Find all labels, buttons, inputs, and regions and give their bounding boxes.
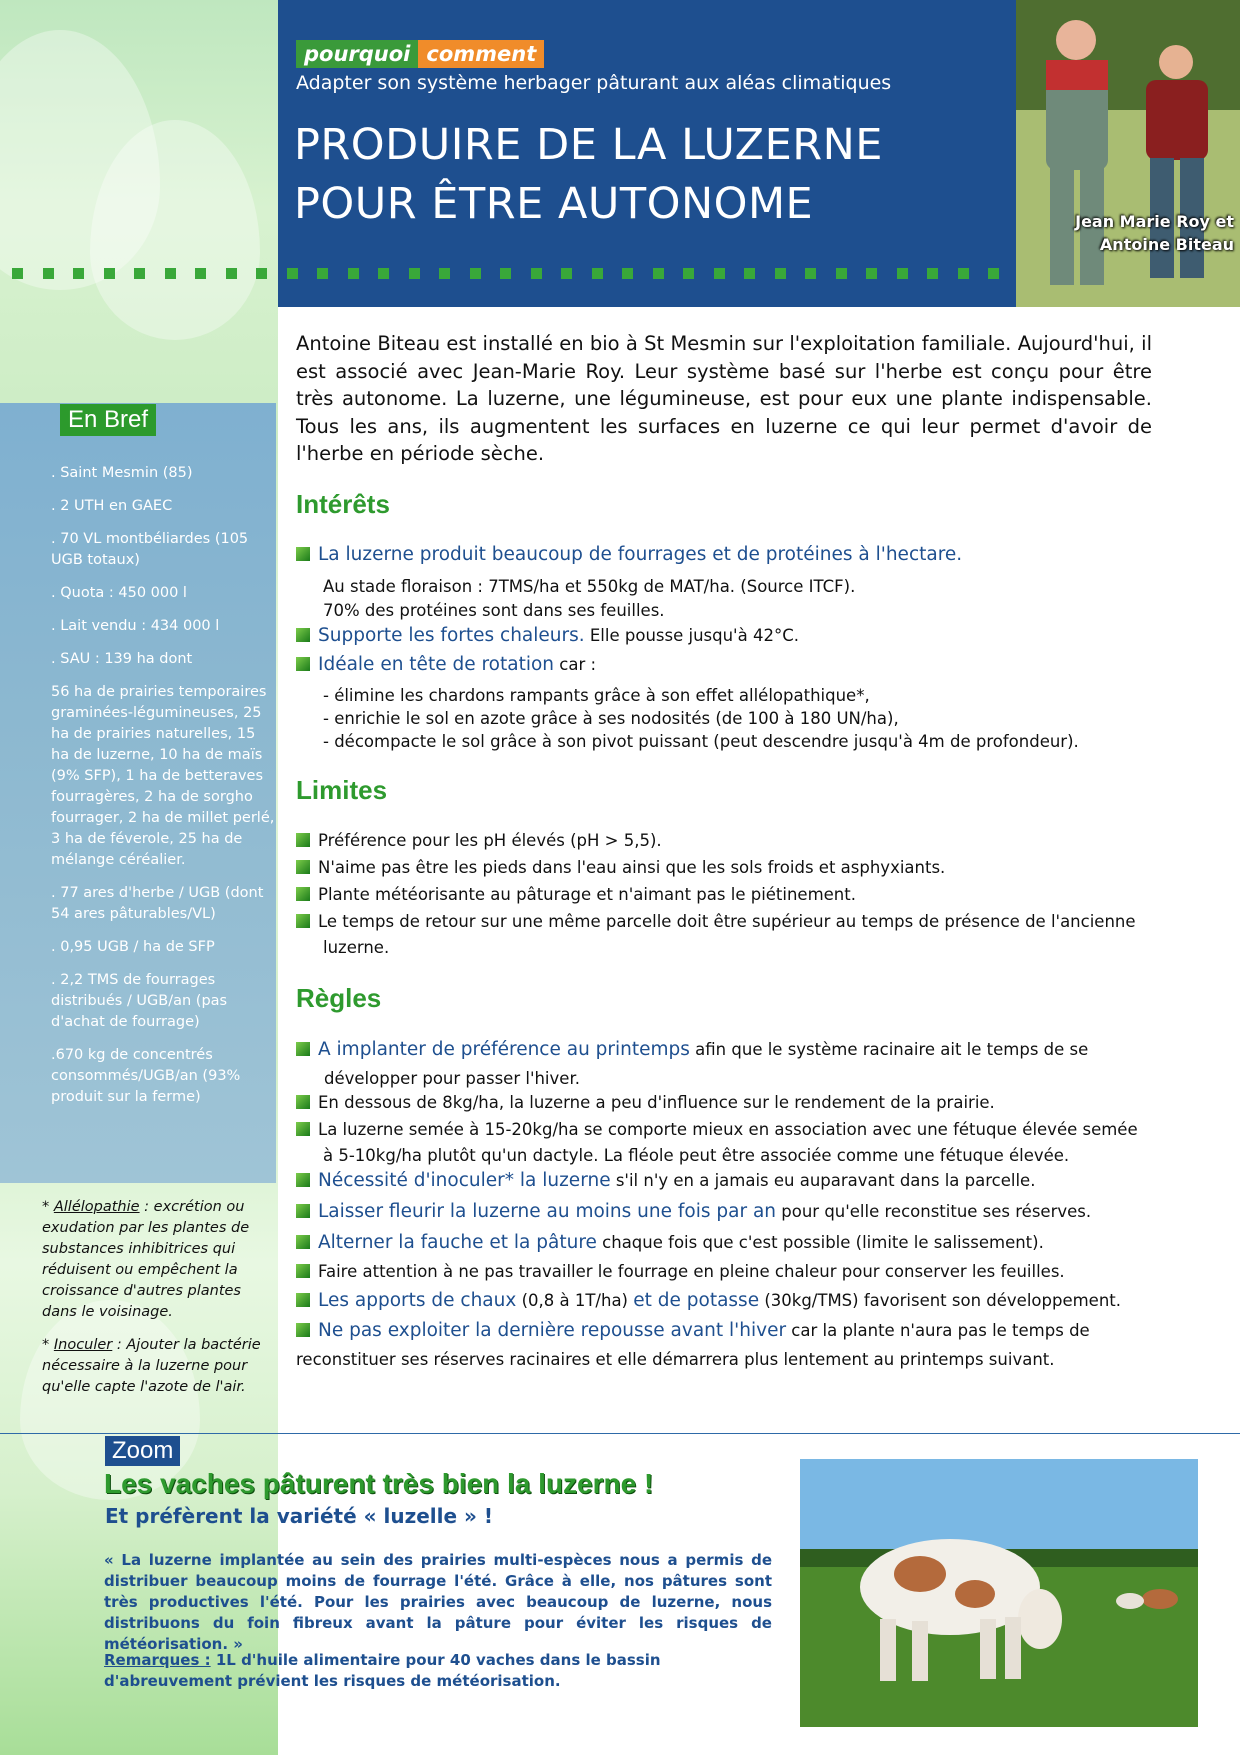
list-item-detail: - décompacte le sol grâce à son pivot puissant (peut descendre jusqu'à 4m de profondeur). [323,732,1079,751]
dotted-divider [0,268,1016,280]
divider-dot [104,268,115,279]
item-text: chaque fois que c'est possible (limite le salissement). [596,1233,1044,1252]
list-item-detail: - enrichie le sol en azote grâce à ses nodosités (de 100 à 180 UN/ha), [323,709,899,728]
divider-dot [592,268,603,279]
tag-comment: comment [418,40,544,68]
bullet-icon [296,1173,310,1187]
list-item [296,1038,1156,1062]
footnote-definition: : excrétion ou exudation par les plantes de substances inhibitrices qui réduisent ou empêchent la croissance d'autres plantes dans le voisinage. [42,1199,250,1320]
list-item-detail: Au stade floraison : 7TMS/ha et 550kg de MAT/ha. (Source ITCF). [323,577,856,596]
divider-dot [531,268,542,279]
en-bref-item: . SAU : 139 ha dont [51,651,193,667]
caption-line: Jean Marie Roy et [1075,212,1234,231]
divider-dot [958,268,969,279]
highlight-text: Nécessité d'inoculer* la luzerne [318,1170,611,1191]
footnote-inoculer: * Inoculer : Ajouter la bactérie nécessaire à la luzerne pour qu'elle capte l'azote de l'air. [42,1337,261,1395]
list-item [296,653,1156,677]
list-item [296,1200,1156,1224]
divider-dot [805,268,816,279]
item-text: La luzerne semée à 15-20kg/ha se comporte mieux en association avec une fétuque élevée semée [318,1120,1138,1139]
divider-dot [683,268,694,279]
list-item [296,1289,1156,1313]
divider-dot [317,268,328,279]
highlight-text: A implanter de préférence au printemps [318,1039,690,1060]
item-text: Préférence pour les pH élevés (pH > 5,5). [318,831,662,850]
bullet-icon [296,1122,310,1136]
list-item [296,1169,1156,1193]
photo-caption [1044,210,1234,256]
footnote-term: Inoculer [53,1337,113,1353]
bullet-icon [296,1264,310,1278]
bullet-icon [296,1293,310,1307]
divider-dot [714,268,725,279]
divider-dot [897,268,908,279]
caption-line: Antoine Biteau [1099,235,1234,254]
en-bref-item: . Saint Mesmin (85) [51,465,193,481]
item-text: pour qu'elle reconstitue ses réserves. [776,1202,1092,1221]
bullet-icon [296,914,310,928]
divider-dot [287,268,298,279]
section-heading-limites: Limites [296,775,388,805]
divider-dot [73,268,84,279]
bullet-icon [296,1323,310,1337]
remarks-text: 1L d'huile alimentaire pour 40 vaches dans le bassin d'abreuvement prévient les risques de météorisation. [104,1651,661,1690]
section-heading-interets: Intérêts [296,489,390,519]
divider-dot [134,268,145,279]
list-item [296,1118,1156,1142]
page-title [294,116,883,234]
en-bref-title: En Bref [60,404,156,436]
item-text: s'il n'y en a jamais eu auparavant dans la parcelle. [610,1171,1036,1190]
farmers-illustration [1016,0,1240,307]
list-item [296,1231,1156,1255]
list-item-detail: reconstituer ses réserves racinaires et elle démarrera plus lentement au printemps suivant. [296,1350,1055,1369]
zoom-divider [0,1433,1240,1434]
item-text: Faire attention à ne pas travailler le fourrage en pleine chaleur pour conserver les feuilles. [318,1262,1065,1281]
bullet-icon [296,1042,310,1056]
highlight-text: Laisser fleurir la luzerne au moins une fois par an [318,1201,777,1222]
item-text: Elle pousse jusqu'à 42°C. [584,626,799,645]
list-item [296,883,1156,907]
highlight-text: et de potasse [633,1290,760,1311]
bullet-icon [296,628,310,642]
tag-group [296,40,544,68]
bullet-icon [296,1095,310,1109]
list-item [296,543,1156,567]
divider-dot [409,268,420,279]
highlight-text: Alterner la fauche et la pâture [318,1232,597,1253]
highlight-text: Ne pas exploiter la dernière repousse avant l'hiver [318,1320,787,1341]
list-item [296,1260,1156,1284]
divider-dot [988,268,999,279]
bullet-icon [296,833,310,847]
en-bref-item: . 0,95 UGB / ha de SFP [51,939,215,955]
zoom-remarks [104,1650,772,1692]
highlight-text: Idéale en tête de rotation [318,654,555,675]
list-item-detail: luzerne. [323,938,390,957]
bullet-icon [296,887,310,901]
tag-pourquoi: pourquoi [296,40,418,68]
highlight-text: Les apports de chaux [318,1290,517,1311]
en-bref-item: . 77 ares d'herbe / UGB (dont 54 ares pâturables/VL) [51,885,264,922]
list-item [296,910,1156,934]
zoom-subtitle: Et préfèrent la variété « luzelle » ! [105,1504,494,1528]
section-heading-regles: Règles [296,983,382,1013]
list-item-detail: développer pour passer l'hiver. [324,1069,580,1088]
zoom-title: Les vaches pâturent très bien la luzerne ! [104,1468,654,1499]
item-text: afin que le système racinaire ait le temps de se [689,1040,1089,1059]
divider-dot [744,268,755,279]
list-item-detail: à 5-10kg/ha plutôt qu'un dactyle. La fléole peut être associée comme une fétuque élevée. [323,1146,1070,1165]
footnote-term: Allélopathie [53,1199,140,1215]
cow-illustration [800,1459,1198,1727]
remarks-label: Remarques : [104,1651,211,1669]
divider-dot [378,268,389,279]
divider-dot [470,268,481,279]
highlight-text: Supporte les fortes chaleurs. [318,625,585,646]
zoom-tag: Zoom [105,1436,180,1466]
en-bref-item: . 70 VL montbéliardes (105 UGB totaux) [51,531,249,568]
divider-dot [836,268,847,279]
bullet-icon [296,860,310,874]
footnote-definition: : Ajouter la bactérie nécessaire à la luzerne pour qu'elle capte l'azote de l'air. [42,1337,261,1395]
en-bref-list [51,463,276,1120]
divider-dot [653,268,664,279]
divider-dot [561,268,572,279]
divider-dot [165,268,176,279]
list-item [296,829,1156,853]
item-text: (0,8 à 1T/ha) [516,1291,634,1310]
footnote-allelopathie: * Allélopathie : excrétion ou exudation par les plantes de substances inhibitrices qui réduisent ou empêchent la croissance d'autres plantes dans le voisinage. [42,1199,250,1320]
list-item [296,624,1156,648]
item-text: car la plante n'aura pas le temps de [786,1321,1090,1340]
divider-dot [43,268,54,279]
divider-dot [256,268,267,279]
en-bref-item: .670 kg de concentrés consommés/UGB/an (93% produit sur la ferme) [51,1047,241,1105]
list-item [296,1091,1156,1115]
item-text: Le temps de retour sur une même parcelle doit être supérieur au temps de présence de l'ancienne [318,912,1136,931]
highlight-text: La luzerne produit beaucoup de fourrages et de protéines à l'hectare. [318,544,963,565]
bullet-icon [296,547,310,561]
bullet-icon [296,657,310,671]
zoom-quote: « La luzerne implantée au sein des prairies multi-espèces nous a permis de distribuer beaucoup moins de fourrage l'été. Grâce à elle, nos pâtures sont très productives l'été. Pour les prairies avec beaucoup de luzerne, nous distribuons du foin fibreux avant la pâture pour éviter les risques de météorisation. » [104,1551,772,1653]
divider-dot [348,268,359,279]
list-item [296,856,1156,880]
divider-dot [439,268,450,279]
en-bref-item: 56 ha de prairies temporaires graminées-légumineuses, 25 ha de prairies naturelles, 15 ha de luzerne, 10 ha de maïs (9% SFP), 1 ha de betteraves fourragères, 2 ha de sorgho fourrager, 2 ha de millet perlé, 3 ha de féverole, 25 ha de mélange céréalier. [51,684,275,868]
en-bref-item: . Quota : 450 000 l [51,585,187,601]
item-text: En dessous de 8kg/ha, la luzerne a peu d'influence sur le rendement de la prairie. [318,1093,995,1112]
divider-dot [195,268,206,279]
en-bref-item: . Lait vendu : 434 000 l [51,618,220,634]
divider-dot [500,268,511,279]
en-bref-item: . 2,2 TMS de fourrages distribués / UGB/an (pas d'achat de fourrage) [51,972,228,1030]
title-line: POUR ÊTRE AUTONOME [294,179,814,229]
item-text: car : [554,655,597,674]
cow-photo [800,1459,1198,1727]
list-item-detail: - élimine les chardons rampants grâce à son effet allélopathique*, [323,686,870,705]
list-item [296,1319,1156,1343]
divider-dot [622,268,633,279]
item-text: Plante météorisante au pâturage et n'aimant pas le piétinement. [318,885,856,904]
divider-dot [226,268,237,279]
title-line: PRODUIRE DE LA LUZERNE [294,120,883,170]
header-subtitle: Adapter son système herbager pâturant aux aléas climatiques [296,72,892,94]
en-bref-item: . 2 UTH en GAEC [51,498,173,514]
divider-dot [12,268,23,279]
item-text: (30kg/TMS) favorisent son développement. [759,1291,1122,1310]
list-item-detail: 70% des protéines sont dans ses feuilles. [323,601,665,620]
footnotes [42,1197,270,1410]
divider-dot [927,268,938,279]
divider-dot [775,268,786,279]
divider-dot [866,268,877,279]
farmers-photo [1016,0,1240,307]
bullet-icon [296,1235,310,1249]
bullet-icon [296,1204,310,1218]
intro-paragraph: Antoine Biteau est installé en bio à St Mesmin sur l'exploitation familiale. Aujourd'hui, il est associé avec Jean-Marie Roy. Leur système basé sur l'herbe est conçu pour être très autonome. La luzerne, une légumineuse, est pour eux une plante indispensable. Tous les ans, ils augmentent les surfaces en luzerne ce qui leur permet d'avoir de l'herbe en période sèche. [296,332,1152,465]
item-text: N'aime pas être les pieds dans l'eau ainsi que les sols froids et asphyxiants. [318,858,946,877]
